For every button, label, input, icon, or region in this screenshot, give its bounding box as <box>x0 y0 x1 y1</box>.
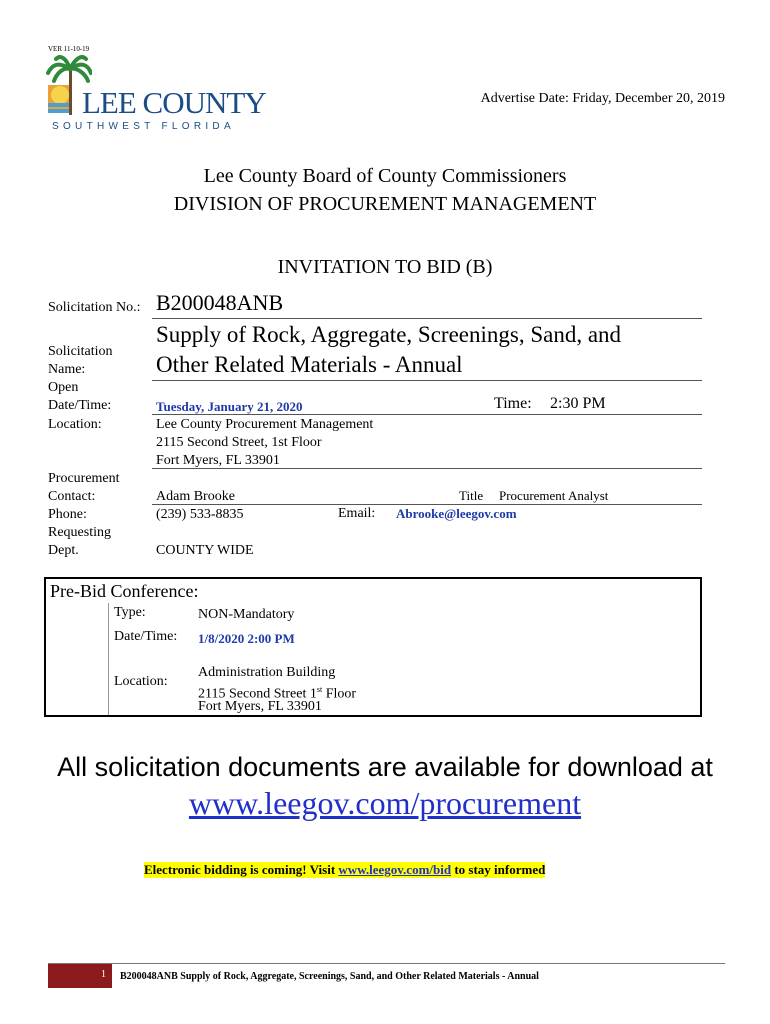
divider <box>152 380 702 381</box>
board-title: Lee County Board of County Commissioners <box>203 165 567 187</box>
prebid-title: Pre-Bid Conference: <box>50 581 199 601</box>
time-label: Time: <box>494 395 532 412</box>
open-label-1: Open <box>48 380 79 395</box>
prebid-type-label: Type: <box>114 605 146 620</box>
lee-county-logo <box>46 55 266 135</box>
page-number: 1 <box>101 969 106 980</box>
location-line-1: Lee County Procurement Management <box>156 417 374 432</box>
title-label: Title <box>459 488 484 503</box>
divider <box>152 318 702 319</box>
logo-subtitle: SOUTHWEST FLORIDA <box>52 121 235 132</box>
logo-name: LEE COUNTY <box>82 85 266 120</box>
prebid-location-3: Fort Myers, FL 33901 <box>198 699 322 714</box>
location-label: Location: <box>48 417 102 432</box>
prebid-date: 1/8/2020 2:00 PM <box>198 631 295 646</box>
open-date: Tuesday, January 21, 2020 <box>156 399 303 414</box>
prebid-conference-box <box>44 577 702 717</box>
location-line-3: Fort Myers, FL 33901 <box>156 453 280 468</box>
solicitation-no: B200048ANB <box>156 290 284 315</box>
download-notice: All solicitation documents are available for download at <box>57 752 713 782</box>
divider <box>152 414 702 415</box>
email-label: Email: <box>338 506 376 521</box>
footer-divider <box>48 963 725 964</box>
footer-text: B200048ANB Supply of Rock, Aggregate, Screenings, Sand, and Other Related Materials - Annual <box>120 971 539 982</box>
advertise-date: Advertise Date: Friday, December 20, 2019 <box>480 91 725 106</box>
contact-label-1: Procurement <box>48 471 120 486</box>
contact-label-2: Contact: <box>48 489 96 504</box>
version-label: VER 11-10-19 <box>48 45 90 53</box>
open-label-2: Date/Time: <box>48 398 112 413</box>
location-line-2: 2115 Second Street, 1st Floor <box>156 435 322 450</box>
solicitation-name-1: Supply of Rock, Aggregate, Screenings, Sand, and <box>156 322 622 347</box>
prebid-type: NON-Mandatory <box>198 607 295 622</box>
prebid-date-label: Date/Time: <box>114 629 178 644</box>
contact-name: Adam Brooke <box>156 489 235 504</box>
division-title: DIVISION OF PROCUREMENT MANAGEMENT <box>173 193 597 215</box>
divider <box>108 603 109 715</box>
prebid-location-label: Location: <box>114 674 168 689</box>
procurement-link[interactable]: www.leegov.com/procurement <box>188 785 582 821</box>
dept-label-1: Requesting <box>48 525 111 540</box>
prebid-location-2: 2115 Second Street 1st Floor <box>198 685 357 702</box>
phone: (239) 533-8835 <box>156 507 244 522</box>
email-link[interactable]: Abrooke@leegov.com <box>396 506 517 521</box>
solicitation-no-label: Solicitation No.: <box>48 300 141 315</box>
electronic-bidding-notice: Electronic bidding is coming! Visit www.leegov.com/bid to stay informed <box>144 862 546 877</box>
prebid-location-1: Administration Building <box>198 665 336 680</box>
solicitation-name-label-2: Name: <box>48 362 86 377</box>
requesting-dept: COUNTY WIDE <box>156 543 254 558</box>
divider <box>152 468 702 469</box>
divider <box>152 504 702 505</box>
page-number-box <box>48 964 112 988</box>
open-time: 2:30 PM <box>550 395 606 412</box>
contact-title: Procurement Analyst <box>499 488 609 503</box>
dept-label-2: Dept. <box>48 543 79 558</box>
document-type: INVITATION TO BID (B) <box>277 256 493 278</box>
phone-label: Phone: <box>48 507 87 522</box>
solicitation-name-label-1: Solicitation <box>48 344 113 359</box>
solicitation-name-2: Other Related Materials - Annual <box>156 352 463 377</box>
bid-link[interactable]: www.leegov.com/bid <box>338 862 452 877</box>
